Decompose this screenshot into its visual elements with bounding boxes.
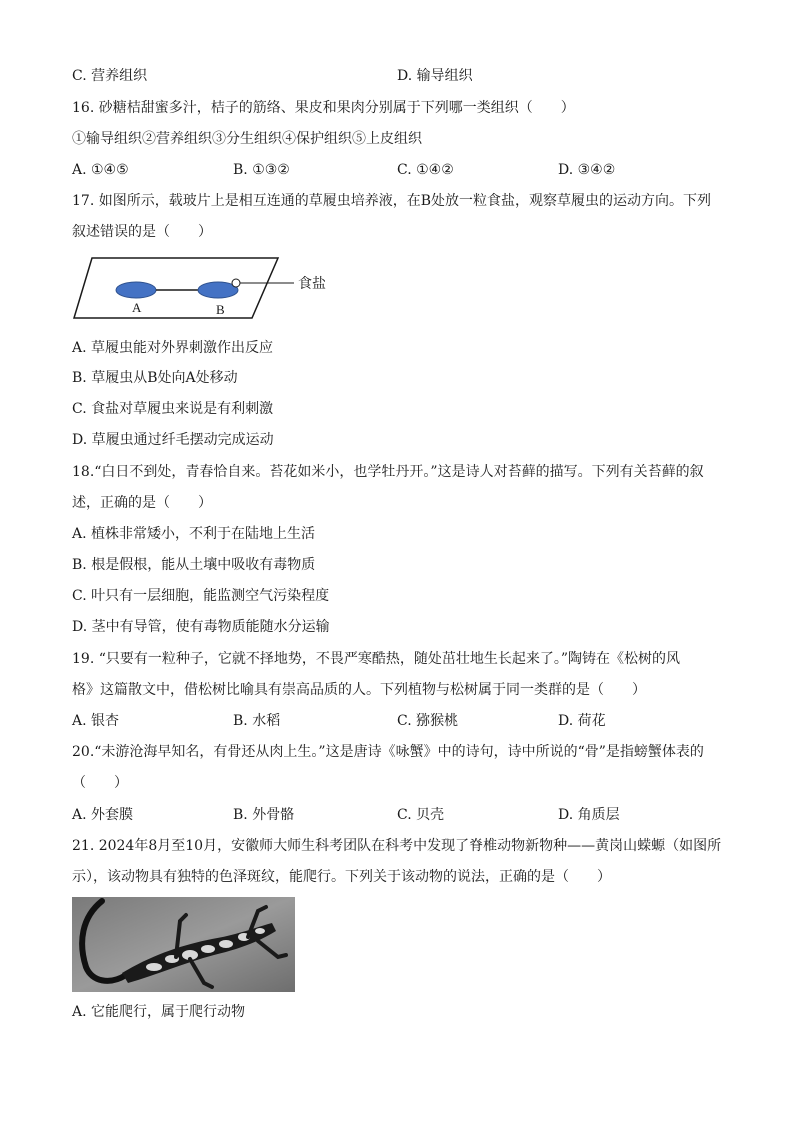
glass-slide: [74, 258, 278, 318]
q18-option-a: A. 植株非常矮小，不利于在陆地上生活: [72, 526, 316, 542]
q16-option-d: D. ③④②: [558, 162, 616, 178]
drop-b-label: B: [216, 302, 225, 317]
q17-option-c: C. 食盐对草履虫来说是有利刺激: [72, 401, 274, 417]
q16-option-b: B. ①③②: [233, 162, 290, 178]
q19-option-a: A. 银杏: [72, 713, 120, 729]
q20-option-c: C. 贝壳: [397, 807, 445, 823]
q20-option-b: B. 外骨骼: [233, 807, 295, 823]
q18-option-c: C. 叶只有一层细胞，能监测空气污染程度: [72, 588, 330, 604]
q18-stem-line2: 述，正确的是（ ）: [72, 495, 212, 511]
q20-stem-line2: （ ）: [72, 775, 128, 791]
q20-stem-line1: 20.“未游沧海早知名，有骨还从肉上生。”这是唐诗《咏蟹》中的诗句，诗中所说的“骨”是指螃蟹体表的: [72, 744, 704, 760]
q17-option-a: A. 草履虫能对外界刺激作出反应: [72, 340, 274, 356]
q21-stem-line2: 示），该动物具有独特的色泽斑纹，能爬行。下列关于该动物的说法，正确的是（ ）: [72, 869, 611, 885]
q21-stem-line1: 21. 2024年8月至10月，安徽师大师生科考团队在科考中发现了脊椎动物新物种——黄岗山蝾螈（如图所: [72, 838, 722, 854]
q18-option-d: D. 茎中有导管，使有毒物质能随水分运输: [72, 619, 330, 635]
q17-option-d: D. 草履虫通过纤毛摆动完成运动: [72, 432, 274, 448]
q18-option-b: B. 根是假根，能从土壤中吸收有毒物质: [72, 557, 316, 573]
q17-option-b: B. 草履虫从B处向A处移动: [72, 370, 238, 386]
q19-stem-line2: 格》这篇散文中，借松树比喻具有崇高品质的人。下列植物与松树属于同一类群的是（ ）: [72, 682, 646, 698]
q15-option-d: D. 输导组织: [397, 68, 473, 84]
salt-label: 食盐: [298, 276, 326, 292]
culture-drop-a: [116, 282, 156, 298]
q17-stem-line2: 叙述错误的是（ ）: [72, 224, 212, 240]
q18-stem-line1: 18.“白日不到处，青春恰自来。苔花如米小，也学牡丹开。”这是诗人对苔藓的描写。下列有关苔藓的叙: [72, 464, 704, 480]
salamander-photo: [72, 897, 295, 992]
q15-option-c: C. 营养组织: [72, 68, 148, 84]
q21-option-a: A. 它能爬行，属于爬行动物: [72, 1004, 246, 1020]
q16-stem: 16. 砂糖桔甜蜜多汁，桔子的筋络、果皮和果肉分别属于下列哪一类组织（ ）: [72, 100, 575, 116]
drop-a-label: A: [132, 300, 142, 315]
q16-choice-list: ①输导组织②营养组织③分生组织④保护组织⑤上皮组织: [72, 131, 422, 147]
q16-option-c: C. ①④②: [397, 162, 454, 178]
q16-option-a: A. ①④⑤: [72, 162, 129, 178]
q17-slide-figure: [72, 254, 342, 326]
q17-stem-line1: 17. 如图所示，载玻片上是相互连通的草履虫培养液，在B处放一粒食盐，观察草履虫的运动方向。下列: [72, 193, 712, 209]
q19-option-c: C. 猕猴桃: [397, 713, 459, 729]
q20-option-d: D. 角质层: [558, 807, 620, 823]
q19-option-d: D. 荷花: [558, 713, 606, 729]
q20-option-a: A. 外套膜: [72, 807, 134, 823]
salt-grain: [232, 279, 240, 287]
q19-stem-line1: 19. “只要有一粒种子，它就不择地势，不畏严寒酷热，随处茁壮地生长起来了。”陶铸在《松树的风: [72, 651, 681, 667]
q19-option-b: B. 水稻: [233, 713, 281, 729]
